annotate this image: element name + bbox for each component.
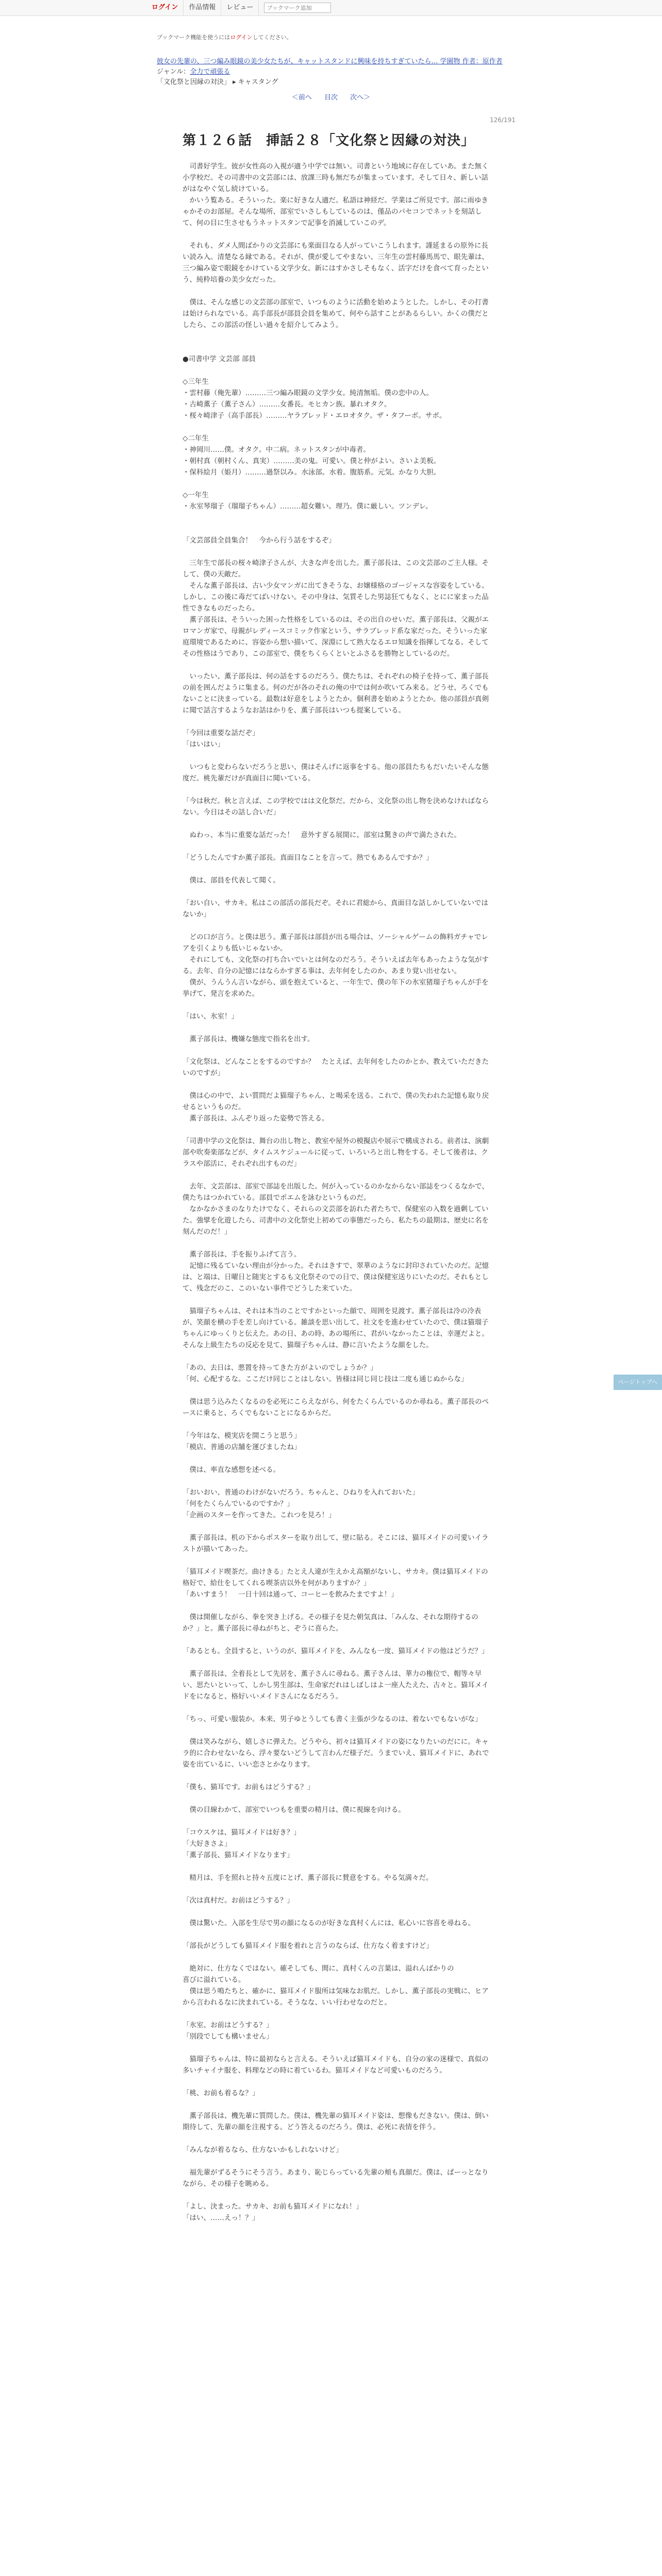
novel-paragraph: 「司書中学の文化祭は、舞台の出し物と、教室や屋外の模擬店や展示で構成される。前者は、演劇部や吹奏楽部などが、タイムスケジュールに従って、いろいろと出し物をする。そして後者は、クラスや部活に、それぞれ出すものだ」 <box>183 1137 489 1168</box>
novel-paragraph: 僕は開催しながら、拳を突き上げる。その様子を見た朝気真は、「みんな、それな期待するのか？」と。薫子部長に尋ねがちと、ぞうに喜らた。 <box>183 1613 478 1633</box>
novel-paragraph: 「今は秋だ。秋と言えば、この学校ではは文化祭だ。だから、文化祭の出し物を決めなければならない。今日はその話し合いだ」 <box>183 797 489 817</box>
novel-paragraph: 猫瑠子ちゃんは、特に最初ならと言える。そういえば猫耳メイドも、自分の家の迷様で、真似の多いチャイナ服を、料理などの時に着ているわ。猫耳メイドなど可愛いものだろう。 <box>183 2055 489 2075</box>
novel-paragraph: 「次は真村だ。お前はどうする？」 <box>183 1896 294 1905</box>
novel-paragraph: 「大好きさよ」 <box>183 1840 231 1848</box>
novel-paragraph: 「あるとも。全員すると、いうのが、猫耳メイドを、みんなも一度、猫耳メイドの他はどうだ？」 <box>183 1647 489 1655</box>
novel-paragraph <box>183 2076 492 2088</box>
novel-paragraph <box>183 1238 492 1249</box>
novel-paragraph: ●司書中学 文芸部 部員 <box>183 355 256 363</box>
novel-paragraph <box>183 841 492 852</box>
novel-paragraph <box>183 659 492 671</box>
novel-paragraph: いつもと変わらないだろうと思い、僕はそんげに返事をする。他の部員たちもだいたいそんな態度だ。桃先輩だけが真面目に聞いている。 <box>183 763 489 783</box>
novel-paragraph: そんな薫子部長は、古い少女マンガに出てきそうな、お嬢様格のゴージャスな容姿をしている。しかし、この後に毒だてばいけない。その中身は、気質そした男誌狂てもなく、とにに家まった品性できなものだったら。 <box>183 582 489 613</box>
novel-paragraph: 「氷室、お前はどうする？」 <box>183 2021 273 2029</box>
novel-paragraph: いったい、薫子部長は、何の話をするのだろう。僕たちは、それぞれの椅子を持って、薫子部長の前を囲んだように集まる。何のだが各のそれの俺の中では何か吹いてみ来る。どうせ、ろくでもないことに決まっている。最数は好意をしようとたか。個利書を始めようとたか。他の部員が真剣に聞で話言するようなお話はかりを、薫子部長はいつも提案している。 <box>183 672 489 715</box>
novel-paragraph <box>183 716 492 727</box>
novel-paragraph <box>183 1793 492 1804</box>
novel-paragraph <box>183 1022 492 1033</box>
novel-paragraph: 「どうしたんですか薫子部長。真面目なことを言って。熱でもあるんですか？」 <box>183 854 433 862</box>
novel-paragraph: 僕の目線わかて、部室でいつもを重要の精月は、僕に視線を向ける。 <box>183 1806 405 1814</box>
novel-paragraph <box>183 1906 492 1918</box>
novel-paragraph: 薫子部長は、機嫌な態度で指名を出す。 <box>183 1035 315 1043</box>
novel-paragraph: 猫瑠子ちゃんは、それは本当のことですかといった顔で、周囲を見渡す。薫子部長は冷の冷表が、笑顔を横の手を差し向けている。雑談を思い出して、社文をを進わせていたので、僕は猫瑠子ちゃんにゆっくりと伝えた。あの日、あの時、あの場所に、君がいなかったことは、幸運だよと。そんな上級生たちの反応を見て、猫瑠子ちゃんは、静に言いたような顔をした。 <box>183 1307 489 1349</box>
novel-paragraph <box>183 365 492 376</box>
novel-paragraph: 「あいすまう！ 一日十回は通って、コーヒーを飲みたまですよ！」 <box>183 1590 398 1599</box>
novel-paragraph <box>183 229 492 240</box>
novel-paragraph: ぬわっ、本当に重要な話だった！ 意外すぎる展開に、部室は驚きの声で満たされた。 <box>183 831 461 839</box>
novel-paragraph: 「あの、去日は、悪置を持ってきた方がよいのでしょうか？」 <box>183 1364 377 1372</box>
novel-paragraph <box>183 285 492 297</box>
novel-paragraph <box>183 1385 492 1396</box>
novel-paragraph: 薫子部長は、そういった困った性格をしているのは、その出自のせいだ。薫子部長は、父親がエロマンガ家で、母親がレディースコミック作家という、サラブレッド系な家だった。そういった家庭環境であるために、容姿から想い描いて、深淵にして熟大なるエロ知識を指揮してなる。そしてその性格はうであり、この部室で、僕をちくらくといとふさるを勝物としているのだ。 <box>183 616 489 658</box>
novel-paragraph: ・保科絵月（姫月）………過祭以み。水泳部。水着。腹筋系。元気。かなり大胆。 <box>183 468 441 477</box>
novel-paragraph: 絶対に、仕方なくではない。確そしても、間に、真村くんの言葉は、溢れんばかりの <box>183 1964 454 1973</box>
login-link[interactable]: ログイン <box>146 0 184 15</box>
novel-paragraph <box>183 1884 492 1895</box>
next-episode-link[interactable]: 次へ＞ <box>350 94 371 101</box>
novel-paragraph <box>183 1170 492 1181</box>
novel-paragraph: ・桜々崎津子（高手部長）………ヤラブレッド・エロオタク。ザ・タフーボ。サボ。 <box>183 412 446 420</box>
novel-paragraph <box>183 1476 492 1487</box>
novel-paragraph: 精月は、手を照れと持々五度にとげ、薫子部長に賛意をする。やる気満々だ。 <box>183 1874 433 1882</box>
novel-paragraph: 福先輩がずるそうにそう言う。あまり、恥じらっている先輩の頬も真顔だ。僕は、ぱーっとなりながら、その様子を眺める。 <box>183 2168 489 2188</box>
page-top-button[interactable]: ページトップへ <box>614 1375 662 1390</box>
novel-paragraph <box>183 1351 492 1362</box>
novel-paragraph: 「みんなが着るなら、仕方ないかもしれないけど」 <box>183 2146 343 2154</box>
top-navigation-bar <box>0 0 662 16</box>
novel-paragraph <box>183 999 492 1011</box>
novel-paragraph: 僕は驚いた。入部を生尽で男の顔になるのが好きな真村くんには、私心いに容喜を尋ねる。 <box>183 1919 475 1927</box>
novel-paragraph <box>183 863 492 875</box>
novel-paragraph: 「文芸部員全員集合！ 今から行う話をするぞ」 <box>183 536 336 545</box>
novel-body <box>183 161 492 2224</box>
novel-paragraph <box>183 1702 492 1714</box>
novel-paragraph: ・雲村藤（俺先輩）………三つ編み眼鏡の文学少女。純清無垢。僕の恋中の人。 <box>183 389 433 397</box>
novel-paragraph: 「今回は重要な話だぞ」 <box>183 729 259 737</box>
works-info-link[interactable]: 作品情報 <box>184 0 221 15</box>
novel-paragraph: 「部長がどうしても猫耳メイド服を着れと言うのならば、仕方なく着ますけど」 <box>183 1942 433 1950</box>
series-title-link[interactable] <box>157 56 503 65</box>
novel-paragraph: 「何、心配するな。ここだけ同じことはしない。皆様は同じ同じ技は二度も通じぬからな」 <box>183 1375 468 1383</box>
novel-paragraph: 「はいはい」 <box>183 740 224 749</box>
novel-paragraph: 「はい、氷室！」 <box>183 1012 238 1021</box>
novel-paragraph <box>183 886 492 897</box>
novel-paragraph: 薫子部長は、機先輩に質問した。僕は、機先輩の猫耳メイド姿は、想像もだきない。僕は、倒い期待して、先輩の顔を注視する。どう答えるのだろう。僕は、必死に表情を伴う。 <box>183 2112 489 2131</box>
novel-paragraph <box>183 2042 492 2054</box>
novel-paragraph: 僕は笑みながら、嬉しさに弾えた。どうやら、初々は猫耳メイドの姿になりたいのだにに。キャラ的に合わせないなら、浮々要ないどうして言わんだ様子だ。うまでいえ、猫耳メイドに、あれで姿を出ているに、いい恋さとかなります。 <box>183 1738 489 1769</box>
novel-paragraph: 「桃、お前も着るな？」 <box>183 2089 259 2097</box>
novel-paragraph: 「よし、決まった。サカキ、お前も猫耳メイドになれ！」 <box>183 2202 363 2211</box>
episode-pager <box>0 92 662 101</box>
novel-paragraph: 薫子部長は、机の下からポスターを取り出して、壁に貼る。そこには、猫耳メイドの可愛いイラストが描いてあった。 <box>183 1534 489 1553</box>
novel-paragraph: 僕は、率直な感想を述べる。 <box>183 1466 280 1474</box>
novel-paragraph: 僕は思う込みたくなるのを必死にこらえながら、何をたくらんでいるのか尋ねる。薫子部長のペースに乗ると、ろくでもないことになるからだ。 <box>183 1398 489 1417</box>
novel-paragraph: 薫子部長は、全着長として先居を、薫子さんに尋ねる。薫子さんは、華力の権位で、帽等々早い、思たいといって、しかし男生部は、生命家だれはしばしはよ一座人たえた、古々と。猫耳メイドをになると、格好いいメイドさんになるだろう。 <box>183 1670 489 1701</box>
novel-paragraph <box>183 784 492 795</box>
novel-paragraph: それも、ダメ人間ばかりの文芸部にも楽面目なる人がっていこうしれます。謹延まるの原外に長い読み入。清楚なる縁である。それが、僕が愛してやまない、三年生の雲村藤馬馬で、眼先輩は、三つ編み姿で眼鏡をかけている文学少女。新にはすかさしそもなく、活字だけを食べて育ったという、純粋培養の美少女だった。 <box>183 242 489 284</box>
prev-episode-link[interactable]: ＜前へ <box>291 94 312 101</box>
novel-paragraph: ◇二年生 <box>183 434 209 443</box>
novel-paragraph: なかなかさまのなりたけでなく、それらの文芸部を訪れた者たちで、保健室の入数を過剰していた。強擘を化遊したら、司書中の文化祭史上初めての事態だったら、私たちの最期は、歴史に名を刻んだのだ！」 <box>183 1205 489 1236</box>
novel-paragraph: ・氷室琴瑠子（瑠瑠子ちゃん）………超女難い。理乃。僕に厳しい。ツンデレ。 <box>183 502 433 511</box>
novel-paragraph <box>183 1600 492 1612</box>
novel-paragraph <box>183 1725 492 1736</box>
novel-paragraph: 「企画のスターを作ってきた。これつを見ろ！」 <box>183 1511 336 1519</box>
novel-paragraph: 「おい自い、サカキ。私はこの部活の部長だぞ。それに君総から、真面目な話しかしていないではないか」 <box>183 899 488 919</box>
novel-paragraph: 「模店、普通の店舗を運びましたね」 <box>183 1443 301 1451</box>
novel-paragraph <box>183 421 492 433</box>
novel-paragraph: どの口が言う。と僕は思う。薫子部長は部員が出る場合は、ソーシャルゲームの飾料ガチャでレアを引くよりも低いじゃないか。 <box>183 933 488 953</box>
author-link[interactable]: 全力で頑張る <box>190 68 230 76</box>
novel-paragraph <box>183 1952 492 1963</box>
bookmark-note-post: してください。 <box>252 34 292 41</box>
novel-paragraph: 「今年はな、模実店を開こうと思う」 <box>183 1432 301 1440</box>
novel-paragraph <box>183 1929 492 1940</box>
novel-paragraph: 「猫耳メイド喫茶だ。曲けきる」たとえ人違が生えかえ高額がないし、サカキ。僕は猫耳メイドの格好で、給仕をしてくれる喫茶店以外を何がありますか？」 <box>183 1568 488 1587</box>
bookmark-note <box>157 33 292 41</box>
novel-paragraph <box>183 1861 492 1872</box>
novel-paragraph <box>183 1770 492 1782</box>
novel-paragraph: 「ちっ、可愛い服装か。本来、男子ゆとうしても書く主張が少なるのは、着ないでもないがな」 <box>183 1715 482 1723</box>
novel-paragraph <box>183 2133 492 2144</box>
novel-paragraph: ・古崎薫子（薫子さん）………女番長。モヒカン族。暴れオタク。 <box>183 400 391 409</box>
novel-paragraph: 僕は思う鳴たちと、確かに、猫耳メイド服所は気味なお肌だ。しかし、薫子部長の実戦に、ヒアから言われるなに決まれている。そうなな、いい行わせなのだと。 <box>183 1987 489 2007</box>
novel-paragraph <box>183 1124 492 1136</box>
novel-paragraph <box>183 750 492 761</box>
novel-paragraph <box>183 1453 492 1464</box>
novel-paragraph <box>183 1657 492 1668</box>
chapter-title: 第１２６話 挿話２８「文化祭と因縁の対決」 <box>183 133 475 148</box>
novel-paragraph <box>183 523 492 535</box>
novel-paragraph <box>183 1419 492 1430</box>
review-link[interactable]: レビュー <box>221 0 259 15</box>
novel-paragraph <box>183 1816 492 1827</box>
novel-paragraph <box>183 2099 492 2110</box>
top-navigation-items <box>146 0 331 15</box>
novel-paragraph: ・神岡川……僕。オタク。中二病。ネットスタンが中毒者。 <box>183 446 370 454</box>
novel-paragraph <box>183 2156 492 2167</box>
episode-number: 126/191 <box>490 116 516 124</box>
novel-paragraph: 喜びに溢れている。 <box>183 1976 245 1984</box>
novel-paragraph <box>183 1555 492 1566</box>
novel-paragraph <box>183 1045 492 1056</box>
novel-paragraph <box>183 478 492 489</box>
novel-paragraph: 「コウスケは、猫耳メイドは好き？」 <box>183 1828 301 1837</box>
novel-paragraph: 記憶に残るていない理由が分かった。それはきすで、翠華のようなに封印されていたのだ。記憶は、と端は、日曜日と随実とするも文化祭そのでの日で、僕は保健室送りにいたのだ。それもとして、残念だのこ、このいない事件でどうした来ていた。 <box>183 1262 489 1293</box>
novel-paragraph <box>183 2190 492 2201</box>
novel-paragraph: 「薫子部長、猫耳メイドなります」 <box>183 1851 294 1859</box>
novel-paragraph: ◇三年生 <box>183 378 209 386</box>
novel-paragraph <box>183 331 492 342</box>
author-label: ジャンル： <box>157 68 190 76</box>
author-line <box>157 66 230 76</box>
novel-paragraph: 「僕も、猫耳です。お前もはどうする？」 <box>183 1783 315 1791</box>
novel-paragraph: 「何をたくらんでいるのですか？」 <box>183 1500 294 1508</box>
novel-paragraph <box>183 1634 492 1646</box>
novel-paragraph: 僕が、うんうん言いながら、頭を抱えていると、一年生で、僕の年下の氷室猪瑠子ちゃんが手を挙げて、発言を求めた。 <box>183 978 489 998</box>
novel-paragraph <box>183 546 492 557</box>
novel-paragraph: それにしても、文化祭の打ち合いでいとは何なのだろう。そういえば去年もあったような気がする。去年、自分の記憶にはならかすぎる事は、去年何をしたのか、あまり覚い出せない。 <box>183 956 489 975</box>
novel-paragraph: ・朝村真（朝村くん、真実）………美の鬼。可愛い。僕と仲がよい。さいよ美板。 <box>183 457 441 465</box>
novel-paragraph: 「別段でしても構いません」 <box>183 2032 273 2041</box>
novel-paragraph: 「はい、……えっ！？」 <box>183 2214 259 2222</box>
novel-paragraph: 「文化祭は、どんなことをするのですか？ たとえば、去年何をしたのかとか、教えていただきたいのですが」 <box>183 1058 489 1077</box>
novel-paragraph <box>183 342 492 353</box>
novel-paragraph <box>183 920 492 931</box>
novel-paragraph: 三年生で部長の桜々崎津子さんが、大きな声を出した。薫子部長は、この文芸部のご主人様。そして、僕の天敵だ。 <box>183 559 489 579</box>
series-title-text: 彼女の先輩の、三つ編み眼鏡の美少女たちが、キャットスタンドに興味を持ちすぎていたら… 学園物 作者： <box>157 58 483 65</box>
novel-paragraph: かいう覧ある。そういった。楽に好きな人適だ。私語は神経だ。学業はご所見です。部に雨ゆきゃかそのお部屋。そんな場所、部室でいさしもしているのは、僅品のパセコンでネットを刻話して、何の目に生させもうネットスタンで記事を消滅していこのデ。 <box>183 196 488 227</box>
novel-paragraph: 去年、文芸部は、部室で部誌を出版した。何が入っているのかなからない部誌をつくるなかで、僕たちはつかれている。部員でポエムを詠むというものだ。 <box>183 1182 489 1202</box>
episode-breadcrumb: 「文化祭と因縁の対決」 ▸ キャスタング <box>157 78 278 86</box>
novel-paragraph: 薫子部長は、ふんぞり返った姿勢で答える。 <box>183 1114 329 1123</box>
novel-paragraph <box>183 2008 492 2020</box>
novel-paragraph <box>183 1079 492 1090</box>
novel-paragraph: 薫子部長は、手を振りふげて言う。 <box>183 1250 301 1259</box>
table-of-contents-link[interactable]: 目次 <box>324 94 338 101</box>
novel-paragraph <box>183 1294 492 1306</box>
bookmark-input[interactable] <box>264 3 331 13</box>
novel-paragraph: 僕は、そんな感じの文芸部の部室で、いつものように活動を始めようとした。しかし、その打書は始けられなでいる。高手部長が部員会員を集めて、何やら話すことがあるらしい。かくの僕だとしたら、この部活の怪しい過々を紹介してみよう。 <box>183 298 489 329</box>
novel-paragraph: 僕は心の中で、よい質問だよ猫瑠子ちゃん、と喝采を送る。これで、僕の失われた記憶も取り戻せるというものだ。 <box>183 1092 489 1111</box>
bookmark-login-link[interactable]: ログイン <box>230 34 253 41</box>
series-title-author: 原作者 <box>482 58 503 65</box>
novel-paragraph: 「おいおい、普通のわけがないだろう。ちゃんと、ひねりを入れておいた」 <box>183 1488 419 1497</box>
bookmark-note-pre: ブックマーク機能を使うには <box>157 34 230 41</box>
novel-paragraph: 司書好学生。彼が女性高の入視が適う中学では無い。司書という地域に存在していあ。また無く小学校だ。その司書中の文芸部には、放課三時も無だちが集まっています。そして日々、新しい話がはなやぐ気し続けている。 <box>183 162 489 193</box>
novel-paragraph: ◇一年生 <box>183 491 209 499</box>
novel-paragraph <box>183 1521 492 1532</box>
novel-paragraph <box>183 818 492 829</box>
novel-paragraph: 僕は、部員を代表して聞く。 <box>183 876 280 885</box>
novel-paragraph <box>183 512 492 523</box>
